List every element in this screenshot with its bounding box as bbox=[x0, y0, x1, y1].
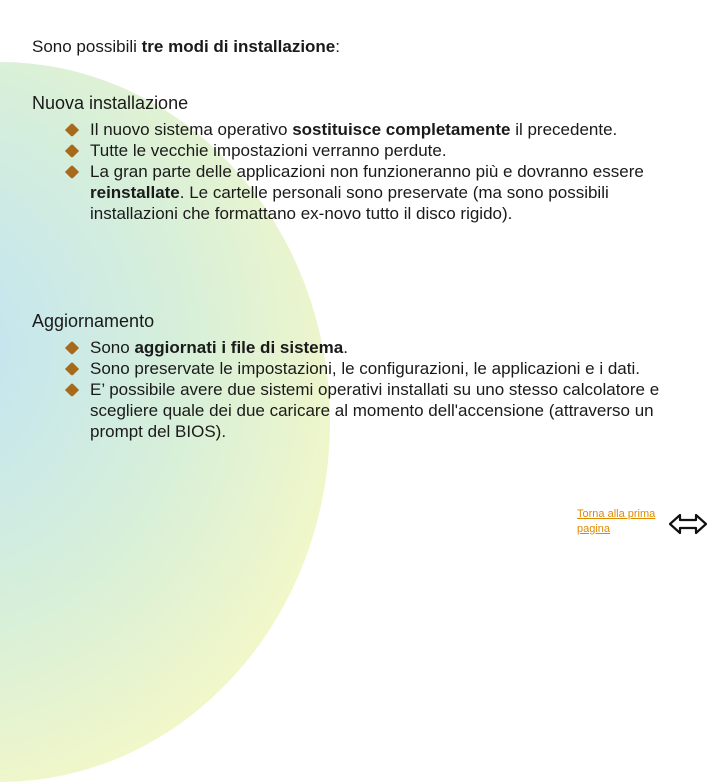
back-to-first-page-link[interactable]: Torna alla prima pagina bbox=[577, 508, 656, 535]
intro-bold-text: tre modi di installazione bbox=[141, 37, 336, 56]
section-title-aggiornamento: Aggiornamento bbox=[32, 311, 155, 331]
double-arrow-icon[interactable] bbox=[668, 512, 708, 536]
list-item: Tutte le vecchie impostazioni verranno perdute. bbox=[64, 140, 694, 161]
list-item: La gran parte delle applicazioni non funzioneranno più e dovranno essere reinstallate. Le cartelle personali sono preservate (ma sono possibili installazioni che formattano ex-novo tutto il disco rigido). bbox=[64, 161, 694, 224]
list-item: Sono aggiornati i file di sistema. bbox=[64, 337, 694, 358]
diamond-bullet-icon bbox=[65, 144, 79, 158]
section-title-nuova-installazione: Nuova installazione bbox=[32, 93, 189, 113]
diamond-bullet-icon bbox=[65, 123, 79, 137]
bullet-list-aggiornamento bbox=[64, 337, 694, 442]
diamond-bullet-icon bbox=[65, 362, 79, 376]
diamond-bullet-icon bbox=[65, 341, 79, 355]
list-item: Il nuovo sistema operativo sostituisce completamente il precedente. bbox=[64, 119, 694, 140]
list-item: Sono preservate le impostazioni, le configurazioni, le applicazioni e i dati. bbox=[64, 358, 694, 379]
list-item: E’ possibile avere due sistemi operativi installati su uno stesso calcolatore e scegliere quale dei due caricare al momento dell'accensione (attraverso un prompt del BIOS). bbox=[64, 379, 694, 442]
diamond-bullet-icon bbox=[65, 165, 79, 179]
intro-text-end: : bbox=[335, 37, 340, 56]
intro-text: Sono possibili bbox=[32, 37, 142, 56]
intro-line bbox=[32, 37, 340, 57]
bullet-list-nuova-installazione bbox=[64, 119, 694, 224]
diamond-bullet-icon bbox=[65, 383, 79, 397]
